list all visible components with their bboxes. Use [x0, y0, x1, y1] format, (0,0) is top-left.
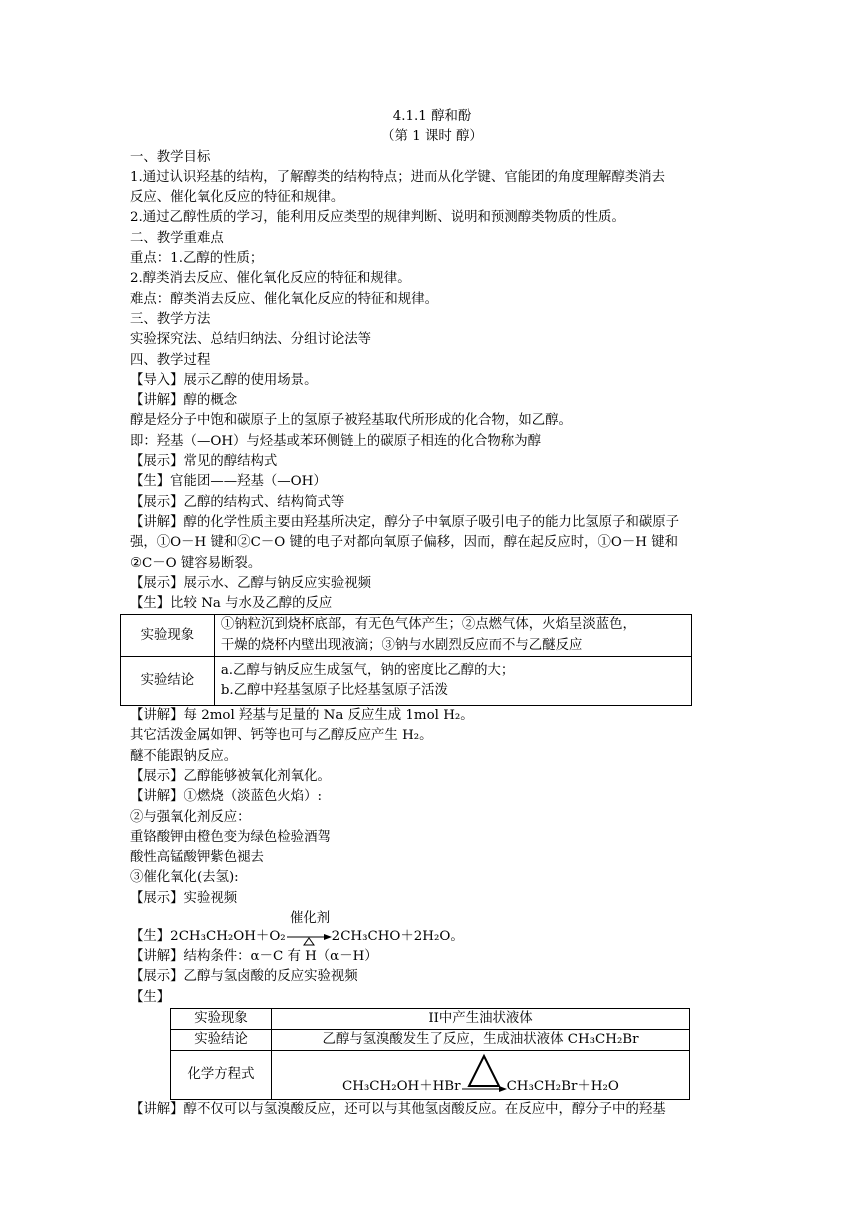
- equation-left: 【生】2CH₃CH₂OH＋O₂: [130, 928, 286, 944]
- text-line: 重点：1.乙醇的性质；: [130, 251, 264, 267]
- section-body-b: [130, 706, 734, 909]
- text-line: 【讲解】结构条件：α－C 有 H（α－H）: [130, 948, 378, 964]
- text-line: 【导入】展示乙醇的使用场景。: [130, 372, 318, 388]
- text-line: 二、教学重难点: [130, 230, 224, 246]
- table-cell-line: b.乙醇中羟基氢原子比烃基氢原子活泼: [220, 683, 448, 699]
- table-header-cell: 实验现象: [171, 1008, 272, 1029]
- table-content-cell: II中产生油状液体: [272, 1008, 690, 1029]
- text-line: 【讲解】醇的化学性质主要由羟基所决定，醇分子中氧原子吸引电子的能力比氢原子和碳原子: [130, 514, 680, 530]
- table-cell-line: a.乙醇与钠反应生成氢气，钠的密度比乙醇的大；: [220, 662, 515, 678]
- table-header-cell: 实验结论: [121, 657, 215, 706]
- text-line: ③催化氧化(去氢):: [130, 870, 239, 886]
- text-line: 醚不能跟钠反应。: [130, 748, 238, 764]
- text-line: 实验探究法、总结归纳法、分组讨论法等: [130, 332, 372, 348]
- text-line: 【生】官能团——羟基（—OH）: [130, 474, 327, 490]
- text-line: 一、教学目标: [130, 149, 211, 165]
- table-header-cell: 实验结论: [171, 1030, 272, 1051]
- text-line: 其它活泼金属如钾、钙等也可与乙醇反应产生 H₂。: [130, 728, 433, 744]
- text-line: 【讲解】每 2mol 羟基与足量的 Na 反应生成 1mol H₂。: [130, 708, 474, 724]
- text-line: 【讲解】①燃烧（淡蓝色火焰）:: [130, 789, 322, 805]
- catalyst-label: 催化剂: [290, 910, 331, 926]
- text-line: 2.醇类消去反应、催化氧化反应的特征和规律。: [130, 271, 411, 287]
- text-line: 即：羟基（—OH）与烃基或苯环侧链上的碳原子相连的化合物称为醇: [130, 433, 541, 449]
- table-cell-line: 干燥的烧杯内壁出现液滴；③钠与水剧烈反应而不与乙醚反应: [220, 637, 583, 653]
- table-content-cell: [214, 615, 691, 657]
- table-cell-line: ①钠粒沉到烧杯底部，有无色气体产生；②点燃气体，火焰呈淡蓝色，: [220, 617, 636, 633]
- sodium-reaction-table: [120, 614, 692, 706]
- heat-arrow-icon: [461, 1078, 507, 1098]
- text-line: 【生】: [130, 989, 171, 1005]
- document-page: [130, 107, 734, 1121]
- table-equation-cell: [272, 1051, 690, 1100]
- table-header-cell: 实验现象: [121, 615, 215, 657]
- text-line: 【展示】乙醇与氢卤酸的反应实验视频: [130, 969, 358, 985]
- text-line: 重铬酸钾由橙色变为绿色检验酒驾: [130, 829, 331, 845]
- table-row: [171, 1051, 690, 1100]
- hydrohalic-reaction-table: [170, 1008, 690, 1101]
- text-line: 2.通过乙醇性质的学习，能利用反应类型的规律判断、说明和预测醇类物质的性质。: [130, 210, 625, 226]
- text-line: 四、教学过程: [130, 352, 211, 368]
- text-line: 【讲解】醇的概念: [130, 393, 238, 409]
- equation-right: 2CH₃CHO＋2H₂O。: [331, 928, 464, 944]
- table-row: [171, 1008, 690, 1029]
- last-line: 【讲解】醇不仅可以与氢溴酸反应，还可以与其他氢卤酸反应。在反应中，醇分子中的羟基: [130, 1102, 666, 1118]
- section-body-a: [130, 148, 734, 615]
- table-row: [171, 1030, 690, 1051]
- table-row: [121, 657, 692, 706]
- text-line: 【展示】常见的醇结构式: [130, 454, 278, 470]
- text-line: 【展示】乙醇能够被氧化剂氧化。: [130, 768, 331, 784]
- table-row: [121, 615, 692, 657]
- text-line: 【展示】乙醇的结构式、结构简式等: [130, 494, 345, 510]
- section-body-c: [130, 947, 734, 1008]
- text-line: ②与强氧化剂反应：: [130, 809, 251, 825]
- text-line: 1.通过认识羟基的结构，了解醇类的结构特点；进而从化学键、官能团的角度理解醇类消去: [130, 169, 666, 185]
- reaction-arrow-icon: [286, 927, 332, 947]
- text-line: 【展示】展示水、乙醇与钠反应实验视频: [130, 575, 372, 591]
- table-header-cell: 化学方程式: [171, 1051, 272, 1100]
- text-line: 醇是烃分子中饱和碳原子上的氢原子被羟基取代所形成的化合物，如乙醇。: [130, 413, 572, 429]
- equation-right: CH₃CH₂Br＋H₂O: [506, 1079, 619, 1095]
- table-content-cell: 乙醇与氢溴酸发生了反应，生成油状液体 CH₃CH₂Br: [272, 1030, 690, 1051]
- catalytic-oxidation-equation: [130, 909, 734, 947]
- table-content-cell: [214, 657, 691, 706]
- text-line: ②C－O 键容易断裂。: [130, 555, 262, 571]
- text-line: 强，①O－H 键和②C－O 键的电子对都向氧原子偏移，因而，醇在起反应时，①O－H 键和: [130, 535, 678, 551]
- text-line: 反应、催化氧化反应的特征和规律。: [130, 190, 345, 206]
- equation-left: CH₃CH₂OH＋HBr: [342, 1079, 461, 1095]
- text-line: 难点：醇类消去反应、催化氧化反应的特征和规律。: [130, 291, 438, 307]
- text-line: 【展示】实验视频: [130, 890, 238, 906]
- text-line: 三、教学方法: [130, 311, 211, 327]
- text-line: 酸性高锰酸钾紫色褪去: [130, 850, 264, 866]
- document-title: 4.1.1 醇和酚: [392, 109, 472, 124]
- text-line: 【生】比较 Na 与水及乙醇的反应: [130, 596, 333, 612]
- document-subtitle: （第 1 课时 醇）: [381, 129, 483, 145]
